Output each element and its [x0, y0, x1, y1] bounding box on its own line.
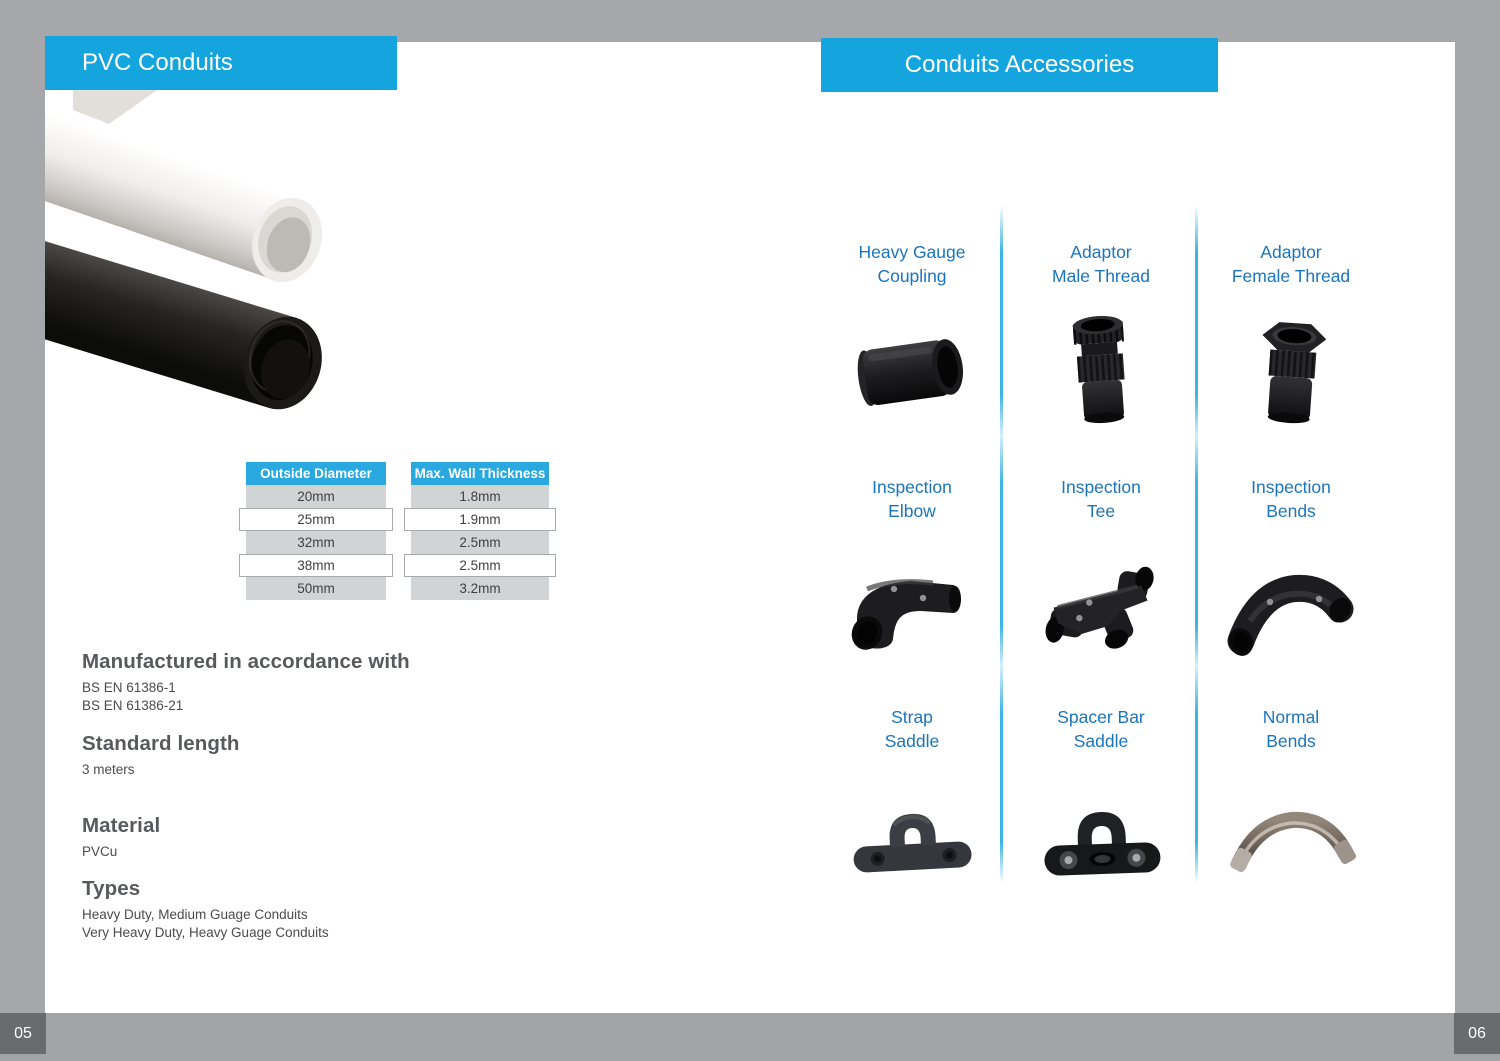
section-heading: Standard length	[82, 732, 240, 755]
outside-diameter-table	[246, 462, 386, 600]
section-heading: Material	[82, 814, 161, 837]
pvc-conduits-banner	[45, 36, 397, 90]
strap-saddle-image	[817, 771, 1007, 901]
table-row: 2.5mm	[404, 554, 556, 577]
accessory-label: Bends	[1266, 731, 1316, 751]
adaptor-male-image	[1006, 306, 1196, 436]
inspection-tee-image	[1006, 541, 1196, 671]
table-row: 50mm	[246, 577, 386, 600]
table-row: 20mm	[246, 485, 386, 508]
table-row: 3.2mm	[411, 577, 549, 600]
standard-line: BS EN 61386-1	[82, 680, 176, 695]
accessory-inspection-bends	[1196, 475, 1386, 671]
accessory-label: Adaptor	[1070, 242, 1132, 262]
accessory-inspection-elbow	[817, 475, 1007, 671]
accessory-label: Saddle	[884, 731, 940, 751]
outside-diameter-header: Outside Diameter	[246, 462, 386, 485]
section-heading: Manufactured in accordance with	[82, 650, 410, 673]
page-number-right: 06	[1454, 1013, 1500, 1054]
adaptor-female-image	[1196, 306, 1386, 436]
inspection-elbow-image	[817, 541, 1007, 671]
accessory-label: Coupling	[877, 266, 947, 286]
table-row: 2.5mm	[411, 531, 549, 554]
accessory-inspection-tee	[1006, 475, 1196, 671]
accessory-spacer-bar-saddle	[1006, 705, 1196, 901]
standard-line: BS EN 61386-21	[82, 698, 184, 713]
inspection-bends-image	[1196, 541, 1386, 671]
material-line: PVCu	[82, 844, 118, 859]
length-line: 3 meters	[82, 762, 135, 777]
section-standard-length	[82, 732, 240, 779]
accessory-label: Tee	[1086, 501, 1116, 521]
conduits-accessories-banner-label: Conduits Accessories	[904, 51, 1135, 78]
coupling-image	[817, 306, 1007, 436]
conduits-accessories-banner	[821, 38, 1218, 92]
section-types	[82, 877, 329, 942]
accessory-label: Heavy Gauge	[858, 242, 966, 262]
types-line: Very Heavy Duty, Heavy Guage Conduits	[82, 925, 329, 940]
accessory-heavy-gauge-coupling	[817, 240, 1007, 436]
accessory-label: Male Thread	[1052, 266, 1150, 286]
pvc-conduits-banner-label: PVC Conduits	[82, 49, 233, 76]
accessory-label: Elbow	[888, 501, 936, 521]
table-row: 25mm	[239, 508, 393, 531]
section-heading: Types	[82, 877, 141, 900]
types-line: Heavy Duty, Medium Guage Conduits	[82, 907, 308, 922]
accessory-label: Inspection	[1061, 477, 1141, 497]
accessory-label: Inspection	[1251, 477, 1331, 497]
accessory-label: Bends	[1266, 501, 1316, 521]
accessory-label: Spacer Bar	[1057, 707, 1145, 727]
accessory-adaptor-male-thread	[1006, 240, 1196, 436]
accessory-adaptor-female-thread	[1196, 240, 1386, 436]
page-number-left: 05	[0, 1013, 46, 1054]
section-material	[82, 814, 160, 861]
wall-thickness-header: Max. Wall Thickness	[411, 462, 549, 485]
normal-bends-image	[1196, 771, 1386, 901]
footer-band	[0, 1013, 1500, 1061]
accessory-strap-saddle	[817, 705, 1007, 901]
accessory-label: Strap	[891, 707, 933, 727]
section-manufactured	[82, 650, 410, 715]
spacer-bar-saddle-image	[1006, 771, 1196, 901]
table-row: 32mm	[246, 531, 386, 554]
table-row: 1.9mm	[404, 508, 556, 531]
accessory-label: Adaptor	[1260, 242, 1322, 262]
photo-shadow-artifact	[73, 90, 157, 124]
accessory-normal-bends	[1196, 705, 1386, 901]
wall-thickness-table	[411, 462, 549, 600]
pvc-pipes-image	[45, 88, 403, 450]
accessory-label: Saddle	[1073, 731, 1129, 751]
accessory-label: Inspection	[872, 477, 952, 497]
table-row: 1.8mm	[411, 485, 549, 508]
accessory-label: Normal	[1262, 707, 1320, 727]
accessory-label: Female Thread	[1231, 266, 1351, 286]
table-row: 38mm	[239, 554, 393, 577]
